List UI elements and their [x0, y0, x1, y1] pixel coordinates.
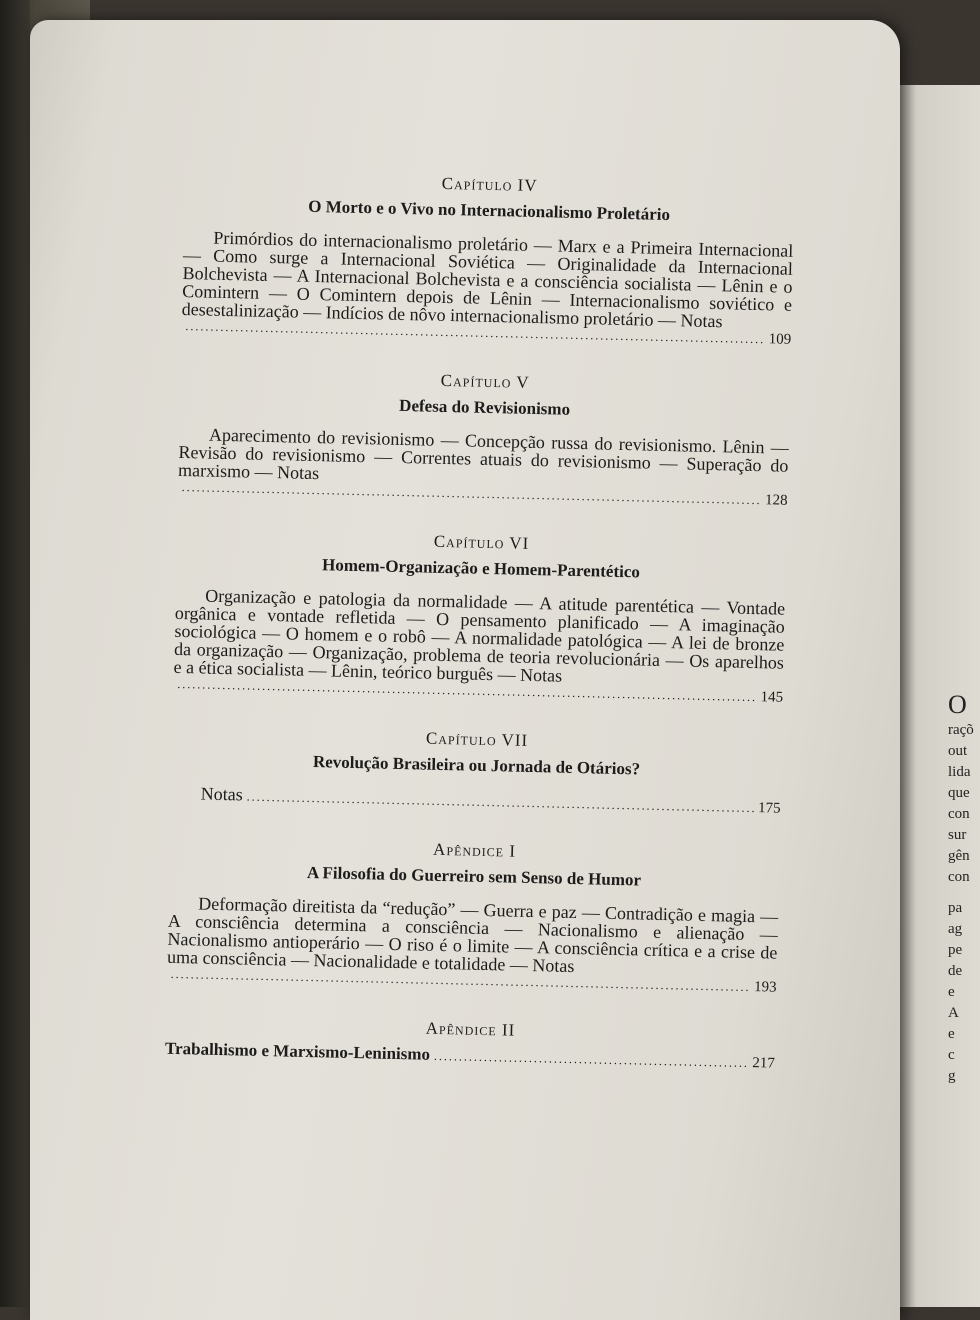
facing-fragment: de — [948, 963, 963, 979]
facing-fragment: A — [948, 1005, 959, 1021]
page-number: 217 — [752, 1055, 776, 1072]
facing-fragment: ag — [948, 921, 963, 937]
page-number: 109 — [768, 331, 792, 348]
toc-appendix-1 — [167, 834, 780, 997]
toc-chapter-5 — [178, 365, 791, 510]
chapter-description: Organização e patologia da normalidade — A atitude parentética — Vontade orgânica e vontade refletida — O pensamento planificado — A imaginação sociológica — O homem e o robô — A normalidade patológica — A lei de bronze da organização — Organização, problema de teoria revolucionária — Os aparelhos e a ética socialista — Lênin, teórico burguês — Notas — [173, 585, 786, 686]
facing-fragment: O — [948, 690, 967, 719]
facing-fragment: con — [948, 869, 970, 885]
page-number: 145 — [760, 689, 784, 706]
facing-fragment: c — [948, 1047, 955, 1063]
appendix-label: Apêndice II — [425, 1018, 516, 1040]
appendix-description: Deformação direitista da “redução” — Guerra e paz — Contradição e magia — A consciência determina a consciência — Nacionalismo e alienação — Nacionalismo antioperário — O riso é o limite — A consciência crítica e a crise de uma consciência — Nacionalidade e totalidade — Notas — [166, 893, 779, 977]
facing-fragment: con — [948, 806, 970, 822]
facing-fragment: out — [948, 743, 968, 759]
page-number: 128 — [764, 492, 788, 509]
toc-entry — [171, 783, 781, 818]
facing-fragment: e — [948, 984, 955, 1000]
toc-chapter-6 — [173, 526, 787, 707]
appendix-title: Trabalhismo e Marxismo-Leninismo — [164, 1038, 431, 1064]
page-number: 193 — [753, 979, 777, 996]
chapter-label: Capítulo V — [440, 370, 530, 392]
chapter-title: O Morto e o Vivo no Internacionalismo Proletário — [308, 196, 671, 225]
toc-chapter-4 — [181, 168, 795, 349]
page-number: 175 — [757, 800, 781, 817]
appendix-title: A Filosofia do Guerreiro sem Senso de Humor — [306, 862, 642, 890]
notes-label: Notas — [200, 783, 244, 805]
facing-gap — [948, 888, 980, 898]
facing-fragment: e — [948, 1026, 955, 1042]
toc-entry — [182, 228, 794, 332]
facing-fragment: sur — [948, 827, 967, 843]
facing-page-text — [948, 690, 980, 1087]
chapter-label: Capítulo VII — [425, 728, 529, 750]
appendix-label: Apêndice I — [432, 839, 517, 861]
facing-fragment: gên — [948, 848, 970, 864]
chapter-label: Capítulo IV — [441, 173, 538, 196]
facing-fragment: lida — [948, 764, 971, 780]
chapter-title: Defesa do Revisionismo — [398, 395, 571, 419]
chapter-title: Revolução Brasileira ou Jornada de Otários? — [312, 752, 641, 779]
toc-appendix-2 — [165, 1013, 776, 1073]
chapter-description: Primórdios do internacionalismo proletário — Marx e a Primeira Internacional — Como surge a Internacional Soviética — Originalidade da Internacional Bolchevista — A Internacional Bolchevista e a consciência socialista — Lênin e o Comintern — O Comintern depois de Lênin — Internacionalismo soviético e desestalinização — Indícios de nôvo internacionalismo proletário — Notas — [181, 227, 794, 332]
dot-leader — [434, 1049, 749, 1071]
chapter-label: Capítulo VI — [433, 531, 530, 553]
facing-fragment: raçõ — [948, 722, 974, 738]
facing-fragment: pe — [948, 942, 963, 958]
chapter-title: Homem-Organização e Homem-Parentético — [321, 555, 641, 582]
dot-leader — [247, 790, 755, 817]
toc-chapter-7 — [171, 723, 783, 818]
chapter-description: Aparecimento do revisionismo — Concepção russa do revisionismo. Lênin — Revisão do revisionismo — Correntes atuais do revisionismo — Superação do marxismo — Notas — [177, 424, 790, 484]
background-book-spine — [0, 0, 30, 1307]
facing-fragment: g — [948, 1068, 956, 1084]
table-of-contents — [164, 168, 795, 1103]
facing-fragment: que — [948, 785, 970, 801]
facing-fragment: pa — [948, 900, 963, 916]
